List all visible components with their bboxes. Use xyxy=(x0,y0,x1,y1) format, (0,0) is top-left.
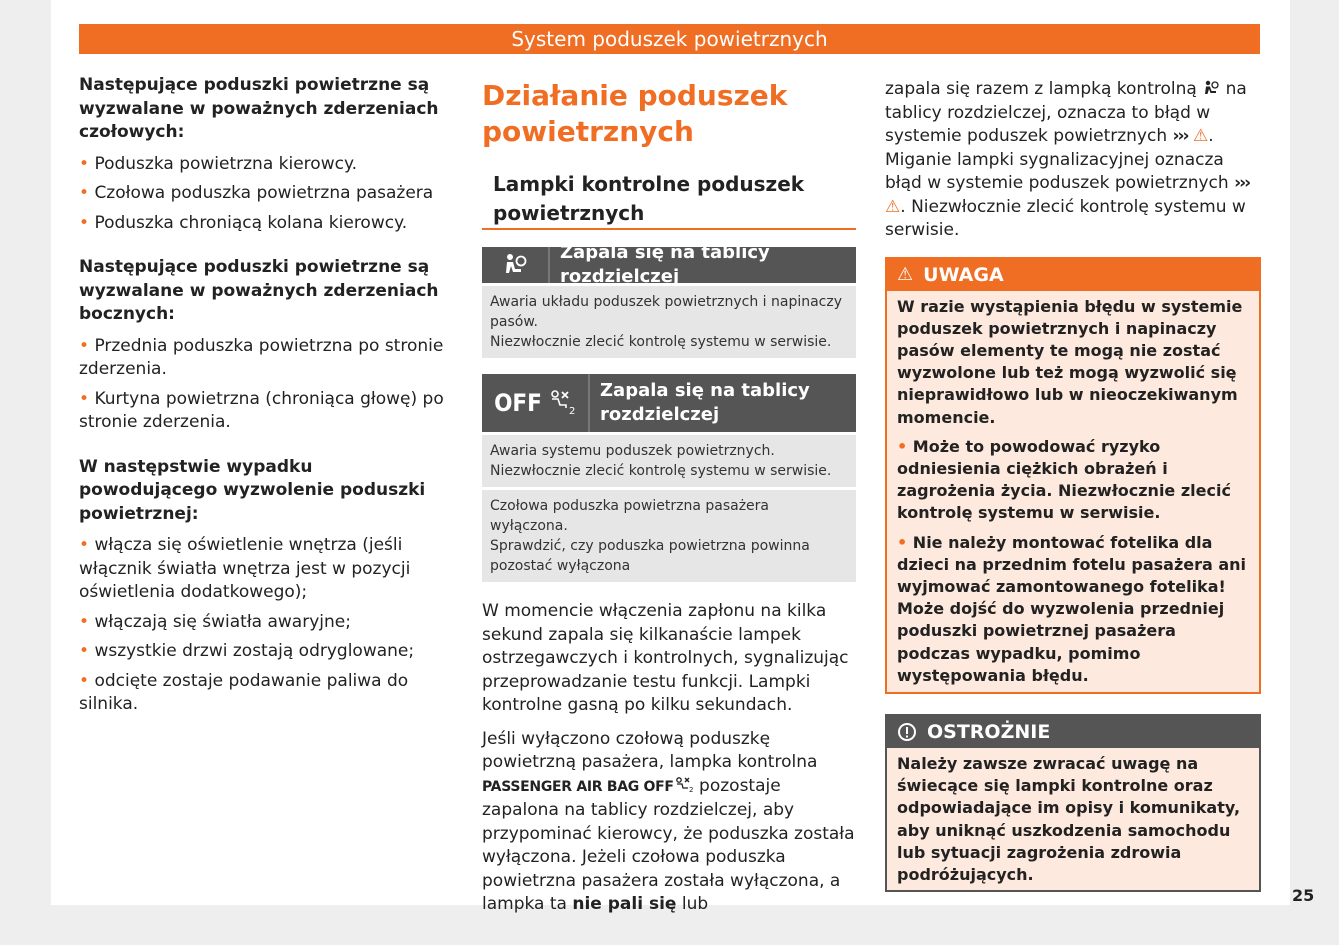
after-accident-list xyxy=(79,534,451,717)
list-item: • Poduszka chroniącą kolana kierowcy. xyxy=(79,212,408,233)
list-item: • Przednia poduszka powietrzna po stronie zderzenia. xyxy=(79,335,444,379)
warning-triangle-icon: ⚠ xyxy=(1192,126,1209,146)
airbag-warning-icon xyxy=(482,247,550,283)
caution-icon xyxy=(897,722,917,742)
warning-header: ⚠ UWAGA xyxy=(887,259,1259,291)
startup-test-paragraph: W momencie włączenia zapłonu na kilka sekund zapala się kilkanaście lampek ostrzegawczych i kontrolnych, sygnalizując przeprowadzanie testu funkcji. Lampki kontrolne gasną po kilku sekundach. xyxy=(482,601,849,715)
indicator-row: Awaria systemu poduszek powietrznych. Niezwłocznie zlecić kontrolę systemu w serwisie. xyxy=(482,435,856,487)
list-item: • Poduszka powietrzna kierowcy. xyxy=(79,153,357,174)
list-item: • odcięte zostaje podawanie paliwa do silnika. xyxy=(79,670,409,714)
passenger-airbag-off-inline-icon xyxy=(674,777,694,793)
warning-triangle-icon: ⚠ xyxy=(897,264,914,285)
list-item: • Czołowa poduszka powietrzna pasażera xyxy=(79,183,434,203)
warning-triangle-icon: ⚠ xyxy=(885,196,901,217)
list-item: • włączają się światła awaryjne; xyxy=(79,611,351,632)
fault-indication-paragraph: zapala się razem z lampką kontrolną na tablicy rozdzielczej, oznacza to błąd w systemie poduszek powietrznych ››› ⚠. Miganie lampki sygnalizacyjnej oznacza błąd w systemie poduszek powietrznych ››› ⚠. Niezwłocznie zlecić kontrolę systemu w serwisie. xyxy=(885,79,1250,240)
passenger-airbag-off-label: PASSENGER AIR BAG OFF xyxy=(482,778,674,795)
indicator-row: Awaria układu poduszek powietrznych i napinaczy pasów. Niezwłocznie zlecić kontrolę systemu w serwisie. xyxy=(482,286,856,358)
page-number: 25 xyxy=(1292,886,1315,905)
indicator-table-1 xyxy=(482,242,856,358)
airbag-inline-icon xyxy=(1202,80,1220,96)
indicator-header xyxy=(482,242,856,287)
warning-body: W razie wystąpienia błędu w systemie poduszek powietrznych i napinaczy pasów elementy te mogą nie zostać wyzwolone lub też mogą wyzwolić się nieprawidłowo lub w nieoczekiwanym momencie. • Może to powodować ryzyko odniesienia ciężkich obrażeń i zagrożenia życia. Niezwłocznie zlecić kontrolę systemu w serwisie. • Nie należy montować fotelika dla dzieci na przednim fotelu pasażera ani wyjmować zamontowanego fotelika! Może dojść do wyzwolenia przedniej poduszki powietrznej pasażera podczas wypadku, pomimo występowania błędu. xyxy=(887,291,1259,692)
list-item: • włącza się oświetlenie wnętrza (jeśli włącznik światła wnętrza jest w pozycji oświetlenia dodatkowego); xyxy=(79,535,411,602)
indicator-row: Czołowa poduszka powietrzna pasażera wyłączona. Sprawdzić, czy poduszka powietrzna powinna pozostać wyłączona xyxy=(482,490,856,582)
caution-body: Należy zawsze zwracać uwagę na świecące się lampki kontrolne oraz odpowiadające im opisy i komunikaty, aby uniknąć uszkodzenia samochodu lub sytuacji zagrożenia zdrowia podróżujących. xyxy=(887,748,1259,890)
indicator-title: Zapala się na tablicy rozdzielczej xyxy=(560,242,770,287)
list-item: • wszystkie drzwi zostają odryglowane; xyxy=(79,641,415,661)
after-accident-heading: W następstwie wypadku powodującego wyzwolenie poduszki powietrznej: xyxy=(79,456,426,524)
frontal-airbags-heading: Następujące poduszki powietrzne są wyzwalane w poważnych zderzeniach czołowych: xyxy=(79,75,439,142)
chapter-title: Działanie poduszek powietrznych xyxy=(482,79,788,148)
svg-text:2: 2 xyxy=(568,406,576,416)
svg-text:2: 2 xyxy=(688,785,694,793)
middle-column xyxy=(482,74,856,917)
caution-header: OSTROŻNIE xyxy=(887,716,1259,748)
side-airbags-heading: Następujące poduszki powietrzne są wyzwalane w poważnych zderzeniach bocznych: xyxy=(79,257,439,324)
passenger-airbag-off-paragraph: Jeśli wyłączono czołową poduszkę powietrzną pasażera, lampka kontrolna PASSENGER AIR BAG OFF 2 pozostaje zapalona na tablicy rozdzielczej, aby przypominać kierowcy, że poduszka została wyłączona. Jeżeli czołowa poduszka powietrzna pasażera została wyłączona, a lampka ta nie pali się lub xyxy=(482,728,855,914)
indicator-header xyxy=(482,374,856,432)
section-subtitle: Lampki kontrolne poduszek powietrznych xyxy=(482,170,856,230)
side-airbags-list xyxy=(79,335,451,435)
left-column xyxy=(79,74,451,738)
right-column xyxy=(885,78,1261,892)
passenger-airbag-off-icon: OFF 2 xyxy=(482,374,590,432)
section-header-bar: System poduszek powietrznych xyxy=(79,24,1260,54)
frontal-airbags-list xyxy=(79,153,451,236)
indicator-table-2 xyxy=(482,374,856,582)
list-item: • Kurtyna powietrzna (chroniąca głowę) po stronie zderzenia. xyxy=(79,388,444,432)
indicator-title: Zapala się na tablicy rozdzielczej xyxy=(600,380,810,425)
caution-box xyxy=(885,714,1261,892)
warning-box xyxy=(885,257,1261,694)
